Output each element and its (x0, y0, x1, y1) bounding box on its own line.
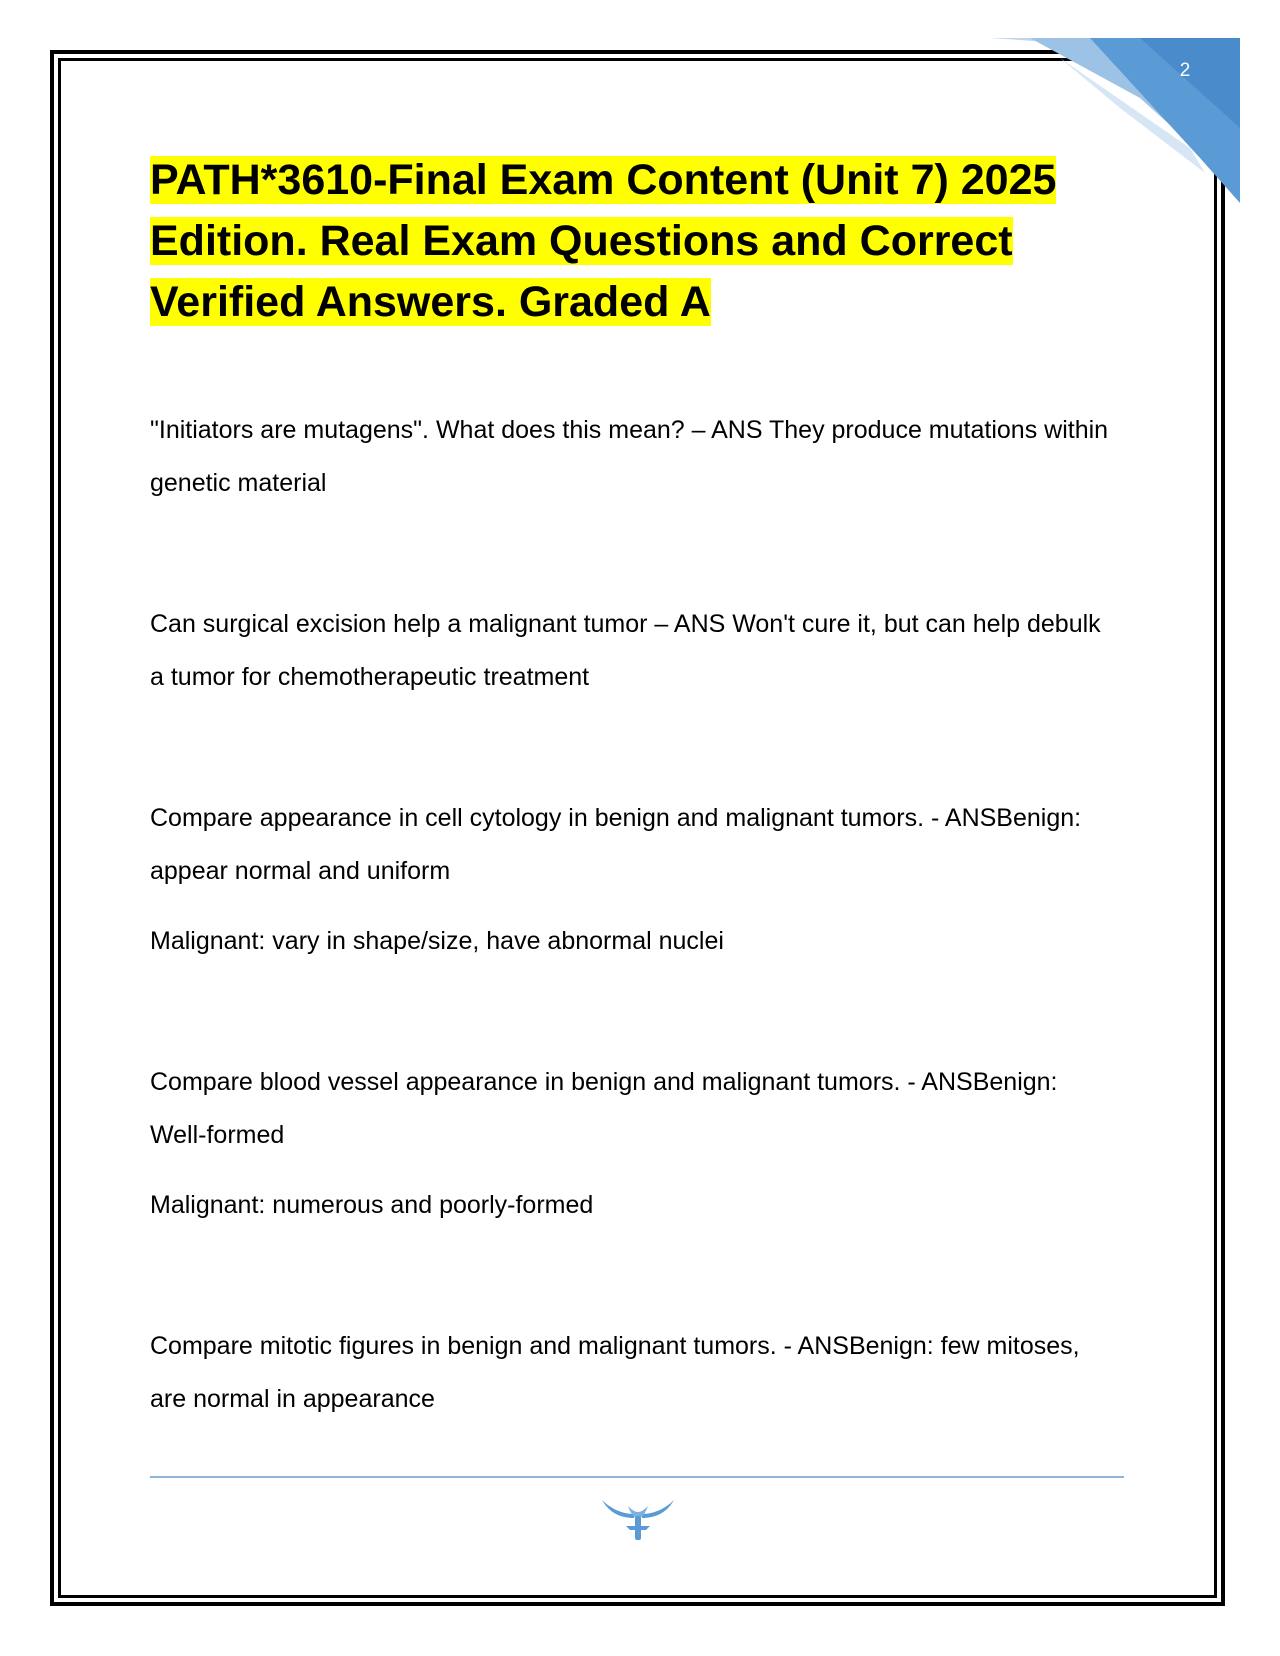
qa-followup: Malignant: vary in shape/size, have abnormal nuclei (150, 927, 724, 955)
qa-item-3 (150, 792, 1120, 968)
qa-text: "Initiators are mutagens". What does this mean? – ANS They produce mutations within genetic material (150, 416, 1109, 497)
qa-item-4 (150, 1056, 1120, 1232)
qa-followup: Malignant: numerous and poorly-formed (150, 1191, 594, 1219)
qa-item-1 (150, 404, 1120, 510)
document-title-text: PATH*3610-Final Exam Content (Unit 7) 2025 Edition. Real Exam Questions and Correct Verified Answers. Graded A (150, 156, 1057, 326)
bird-logo-icon (598, 1492, 678, 1544)
page-number: 2 (1179, 60, 1191, 81)
qa-item-2 (150, 598, 1120, 704)
document-title (150, 150, 1110, 333)
qa-text: Can surgical excision help a malignant tumor – ANS Won't cure it, but can help debulk a tumor for chemotherapeutic treatment (150, 610, 1101, 691)
qa-item-5 (150, 1320, 1120, 1426)
qa-text: Compare blood vessel appearance in benign and malignant tumors. - ANSBenign: Well-formed (150, 1068, 1058, 1149)
qa-text: Compare appearance in cell cytology in benign and malignant tumors. - ANSBenign: appear normal and uniform (150, 804, 1082, 885)
footer-divider (150, 1476, 1124, 1478)
qa-text: Compare mitotic figures in benign and malignant tumors. - ANSBenign: few mitoses, are normal in appearance (150, 1332, 1080, 1413)
